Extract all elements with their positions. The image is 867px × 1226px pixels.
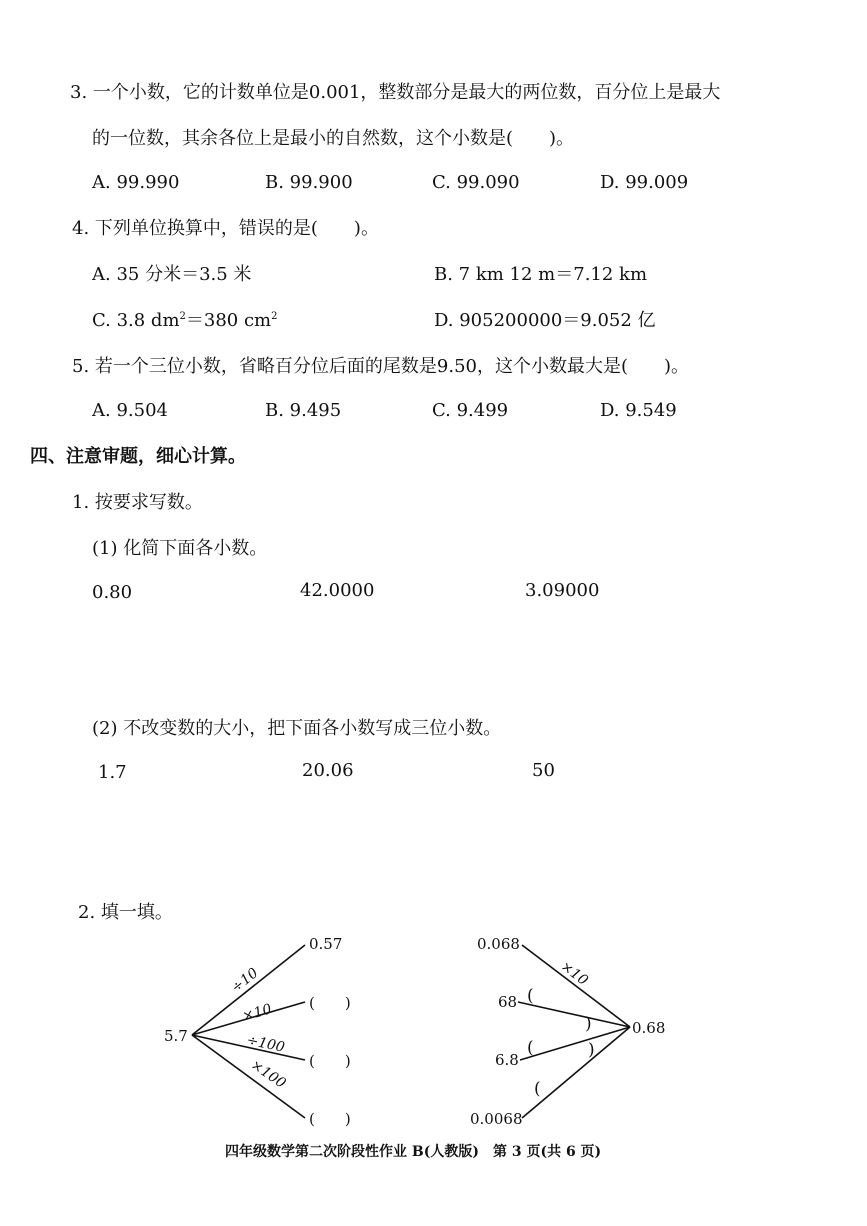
left-source-number: 5.7 xyxy=(164,1027,188,1045)
s4-q2-title: 2. 填一填。 xyxy=(78,902,173,923)
left-op-4: ×100 xyxy=(247,1057,289,1092)
q3-stem-line2: 的一位数，其余各位上是最小的自然数，这个小数是( )。 xyxy=(92,128,575,149)
right-source-4: 0.0068 xyxy=(470,1110,523,1128)
right-blank-1: ( xyxy=(527,986,534,1006)
q4-option-c-sup1: 2 xyxy=(179,311,186,322)
q5-option-c: C. 9.499 xyxy=(432,400,509,421)
right-source-2: 68 xyxy=(498,993,518,1011)
q5-stem: 5. 若一个三位小数，省略百分位后面的尾数是9.50，这个小数最大是( )。 xyxy=(72,356,690,377)
s4-q1-part1-number-1: 0.80 xyxy=(92,582,133,603)
left-target-4: ( ) xyxy=(309,1110,351,1128)
s4-q1-part2-number-3: 50 xyxy=(532,760,555,781)
q3-stem-line1: 3. 一个小数，它的计数单位是0.001，整数部分是最大的两位数，百分位上是最大 xyxy=(70,82,721,103)
page-footer: 四年级数学第二次阶段性作业 B(人教版) 第 3 页(共 6 页) xyxy=(225,1144,602,1160)
s4-q1-part2-number-2: 20.06 xyxy=(302,760,354,781)
section-4-title: 四、注意审题，细心计算。 xyxy=(30,446,246,467)
left-op-2: ×10 xyxy=(240,1001,274,1025)
q4-option-c-sup2: 2 xyxy=(271,311,278,322)
q3-option-d: D. 99.009 xyxy=(600,172,689,193)
q5-option-b: B. 9.495 xyxy=(265,400,342,421)
q3-option-c: C. 99.090 xyxy=(432,172,520,193)
s4-q1-part2-number-1: 1.7 xyxy=(98,762,127,783)
right-op-1: ×10 xyxy=(557,958,591,989)
q4-stem: 4. 下列单位换算中，错误的是( )。 xyxy=(72,218,379,239)
s4-q1-title: 1. 按要求写数。 xyxy=(72,492,203,513)
q4-option-c-left: C. 3.8 dm xyxy=(92,310,180,331)
left-op-3: ÷100 xyxy=(245,1032,287,1056)
q4-option-b: B. 7 km 12 m＝7.12 km xyxy=(434,264,648,285)
right-source-3: 6.8 xyxy=(495,1051,519,1069)
q5-option-a: A. 9.504 xyxy=(92,400,168,421)
left-op-1: ÷10 xyxy=(228,965,262,997)
right-blank-2: ) xyxy=(585,1014,592,1034)
left-target-3: ( ) xyxy=(309,1052,351,1070)
right-source-1: 0.068 xyxy=(477,935,520,953)
s4-q1-part1-number-3: 3.09000 xyxy=(525,580,600,601)
q4-option-d: D. 905200000＝9.052 亿 xyxy=(434,310,656,331)
q4-option-c-right: ＝380 cm xyxy=(185,310,272,331)
q3-option-b: B. 99.900 xyxy=(265,172,353,193)
right-branch-line-3 xyxy=(520,1027,630,1060)
s4-q1-part1-number-2: 42.0000 xyxy=(300,580,375,601)
right-target-number: 0.68 xyxy=(632,1019,666,1037)
q3-option-a: A. 99.990 xyxy=(92,172,180,193)
q4-option-a: A. 35 分米＝3.5 米 xyxy=(92,264,252,285)
right-blank-3: ( xyxy=(527,1038,534,1058)
s4-q1-part1-title: (1) 化简下面各小数。 xyxy=(92,538,268,559)
s4-q1-part2-title: (2) 不改变数的大小，把下面各小数写成三位小数。 xyxy=(92,718,502,739)
left-target-2: ( ) xyxy=(309,994,351,1012)
right-blank-5: ( xyxy=(534,1079,541,1099)
right-blank-4: ) xyxy=(588,1040,595,1060)
left-target-1: 0.57 xyxy=(309,935,343,953)
right-branch-line-4 xyxy=(522,1027,630,1118)
q5-option-d: D. 9.549 xyxy=(600,400,677,421)
